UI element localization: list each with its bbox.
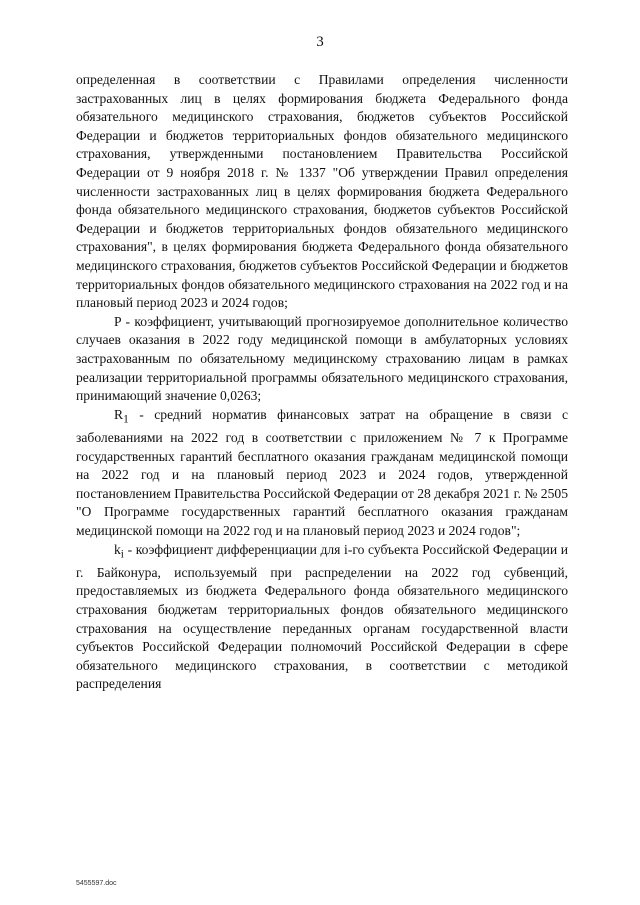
paragraph-text: определенная в соответствии с Правилами определения численности застрахованных лиц в целях формирования бюджета Федерального фонда обязательного медицинского страхования, бюджетов субъектов Российской Федерации и бюджетов территориальных фондов обязательного медицинского страхования, утвержденными постановлением Правительства Российской Федерации от 9 ноября 2018 г. № 1337 "Об утверждении Правил определения численности застрахованных лиц в целях формирования бюджета Федерального фонда обязательного медицинского страхования, бюджетов субъектов Российской Федерации и бюджетов территориальных фондов обязательного медицинского страхования", в целях формирования бюджета Федерального фонда обязательного медицинского страхования, бюджетов субъектов Российской Федерации и бюджетов территориальных фондов обязательного медицинского страхования на 2022 год и на плановый период 2023 и 2024 годов; (76, 72, 568, 311)
variable-subscript: i (120, 548, 124, 561)
variable-subscript: 1 (123, 413, 129, 426)
paragraph-continuation (76, 71, 568, 313)
variable-symbol: k (114, 541, 121, 557)
paragraph-definition-p (76, 313, 568, 406)
paragraph-text: - коэффициент, учитывающий прогнозируемое дополнительное количество случаев оказания в 2022 году медицинской помощи в амбулаторных условиях застрахованным по обязательному медицинскому страхованию лицам в рамках реализации территориальной программы обязательного медицинского страхования, принимающий значение 0,0263; (76, 313, 568, 404)
variable-symbol: R (114, 406, 124, 422)
page-number: 3 (316, 34, 324, 50)
paragraph-definition-ki (76, 541, 568, 694)
paragraph-text: - средний норматив финансовых затрат на обращение в связи с заболеваниями на 2022 год в соответствии с приложением № 7 к Программе государственных гарантий бесплатного оказания гражданам медицинской помощи на 2022 год и на плановый период 2023 и 2024 годов, утвержденной постановлением Правительства Российской Федерации от 28 декабря 2021 г. № 2505 "О Программе государственных гарантий бесплатного оказания гражданам медицинской помощи на 2022 год и на плановый период 2023 и 2024 годов"; (76, 406, 568, 538)
paragraph-text: - коэффициент дифференциации для i-го субъекта Российской Федерации и г. Байконура, используемый при распределении на 2022 год субвенций, предоставляемых из бюджета Федерального фонда обязательного медицинского страхования бюджетам территориальных фондов обязательного медицинского страхования на осуществление переданных органам государственной власти субъектов Российской Федерации полномочий Российской Федерации в сфере обязательного медицинского страхования, в соответствии с методикой распределения (76, 541, 568, 692)
variable-symbol: P (114, 313, 122, 329)
paragraph-definition-r1 (76, 406, 568, 541)
file-name-footer: 5455597.doc (76, 880, 117, 887)
document-body (76, 71, 568, 694)
